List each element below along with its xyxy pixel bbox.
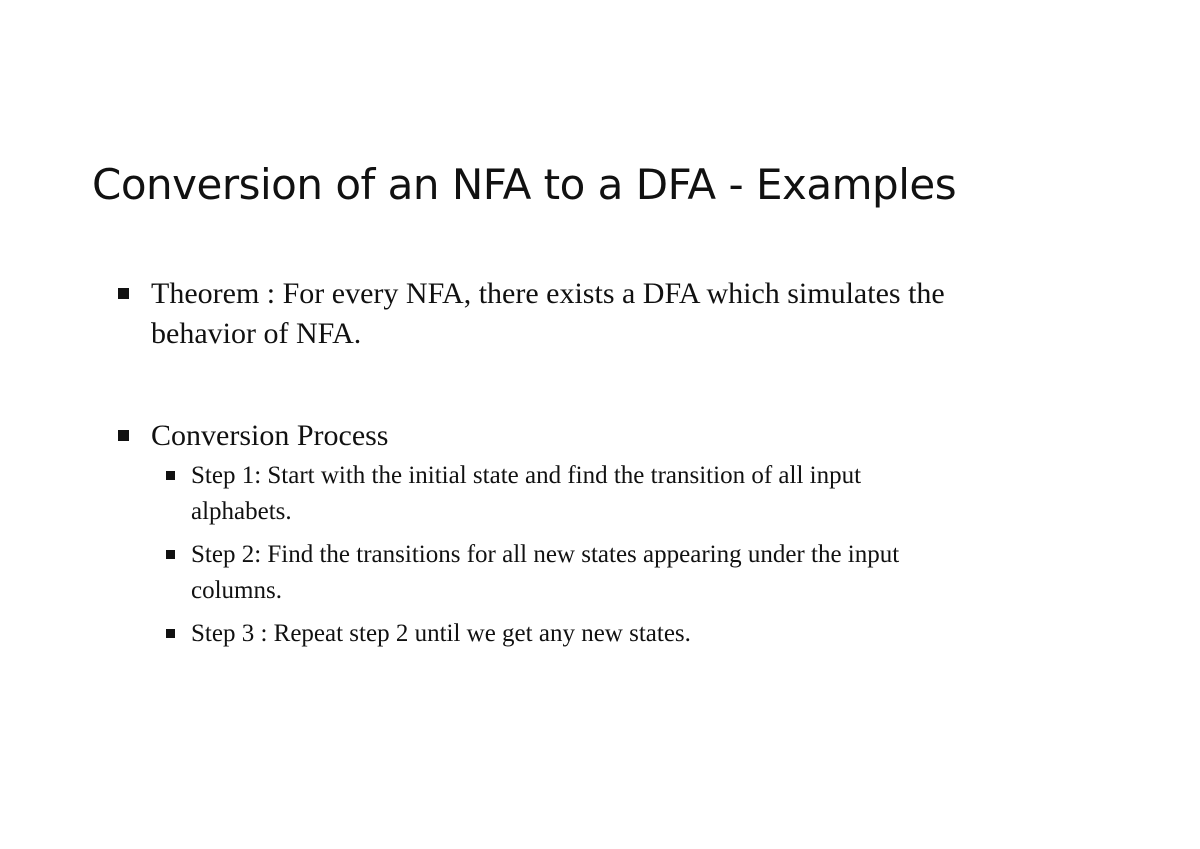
sub-bullet-step-1 bbox=[166, 458, 961, 530]
bullet-theorem bbox=[118, 274, 978, 354]
sub-bullet-list bbox=[118, 458, 978, 652]
slide-title: Conversion of an NFA to a DFA - Examples bbox=[92, 160, 957, 209]
bullet-list bbox=[118, 274, 978, 652]
sub-bullet-text: Step 1: Start with the initial state and find the transition of all input alphabets. bbox=[191, 462, 862, 525]
sub-bullet-step-3 bbox=[166, 616, 961, 652]
square-bullet-icon bbox=[166, 629, 175, 638]
bullet-text: Theorem : For every NFA, there exists a DFA which simulates the behavior of NFA. bbox=[151, 277, 945, 350]
sub-bullet-step-2 bbox=[166, 537, 961, 609]
square-bullet-icon bbox=[118, 430, 129, 441]
bullet-text: Conversion Process bbox=[151, 419, 389, 452]
square-bullet-icon bbox=[166, 550, 175, 559]
bullet-conversion-process bbox=[118, 416, 978, 456]
sub-bullet-text: Step 2: Find the transitions for all new states appearing under the input columns. bbox=[191, 541, 900, 604]
square-bullet-icon bbox=[118, 288, 129, 299]
sub-bullet-text: Step 3 : Repeat step 2 until we get any new states. bbox=[191, 620, 691, 647]
square-bullet-icon bbox=[166, 471, 175, 480]
